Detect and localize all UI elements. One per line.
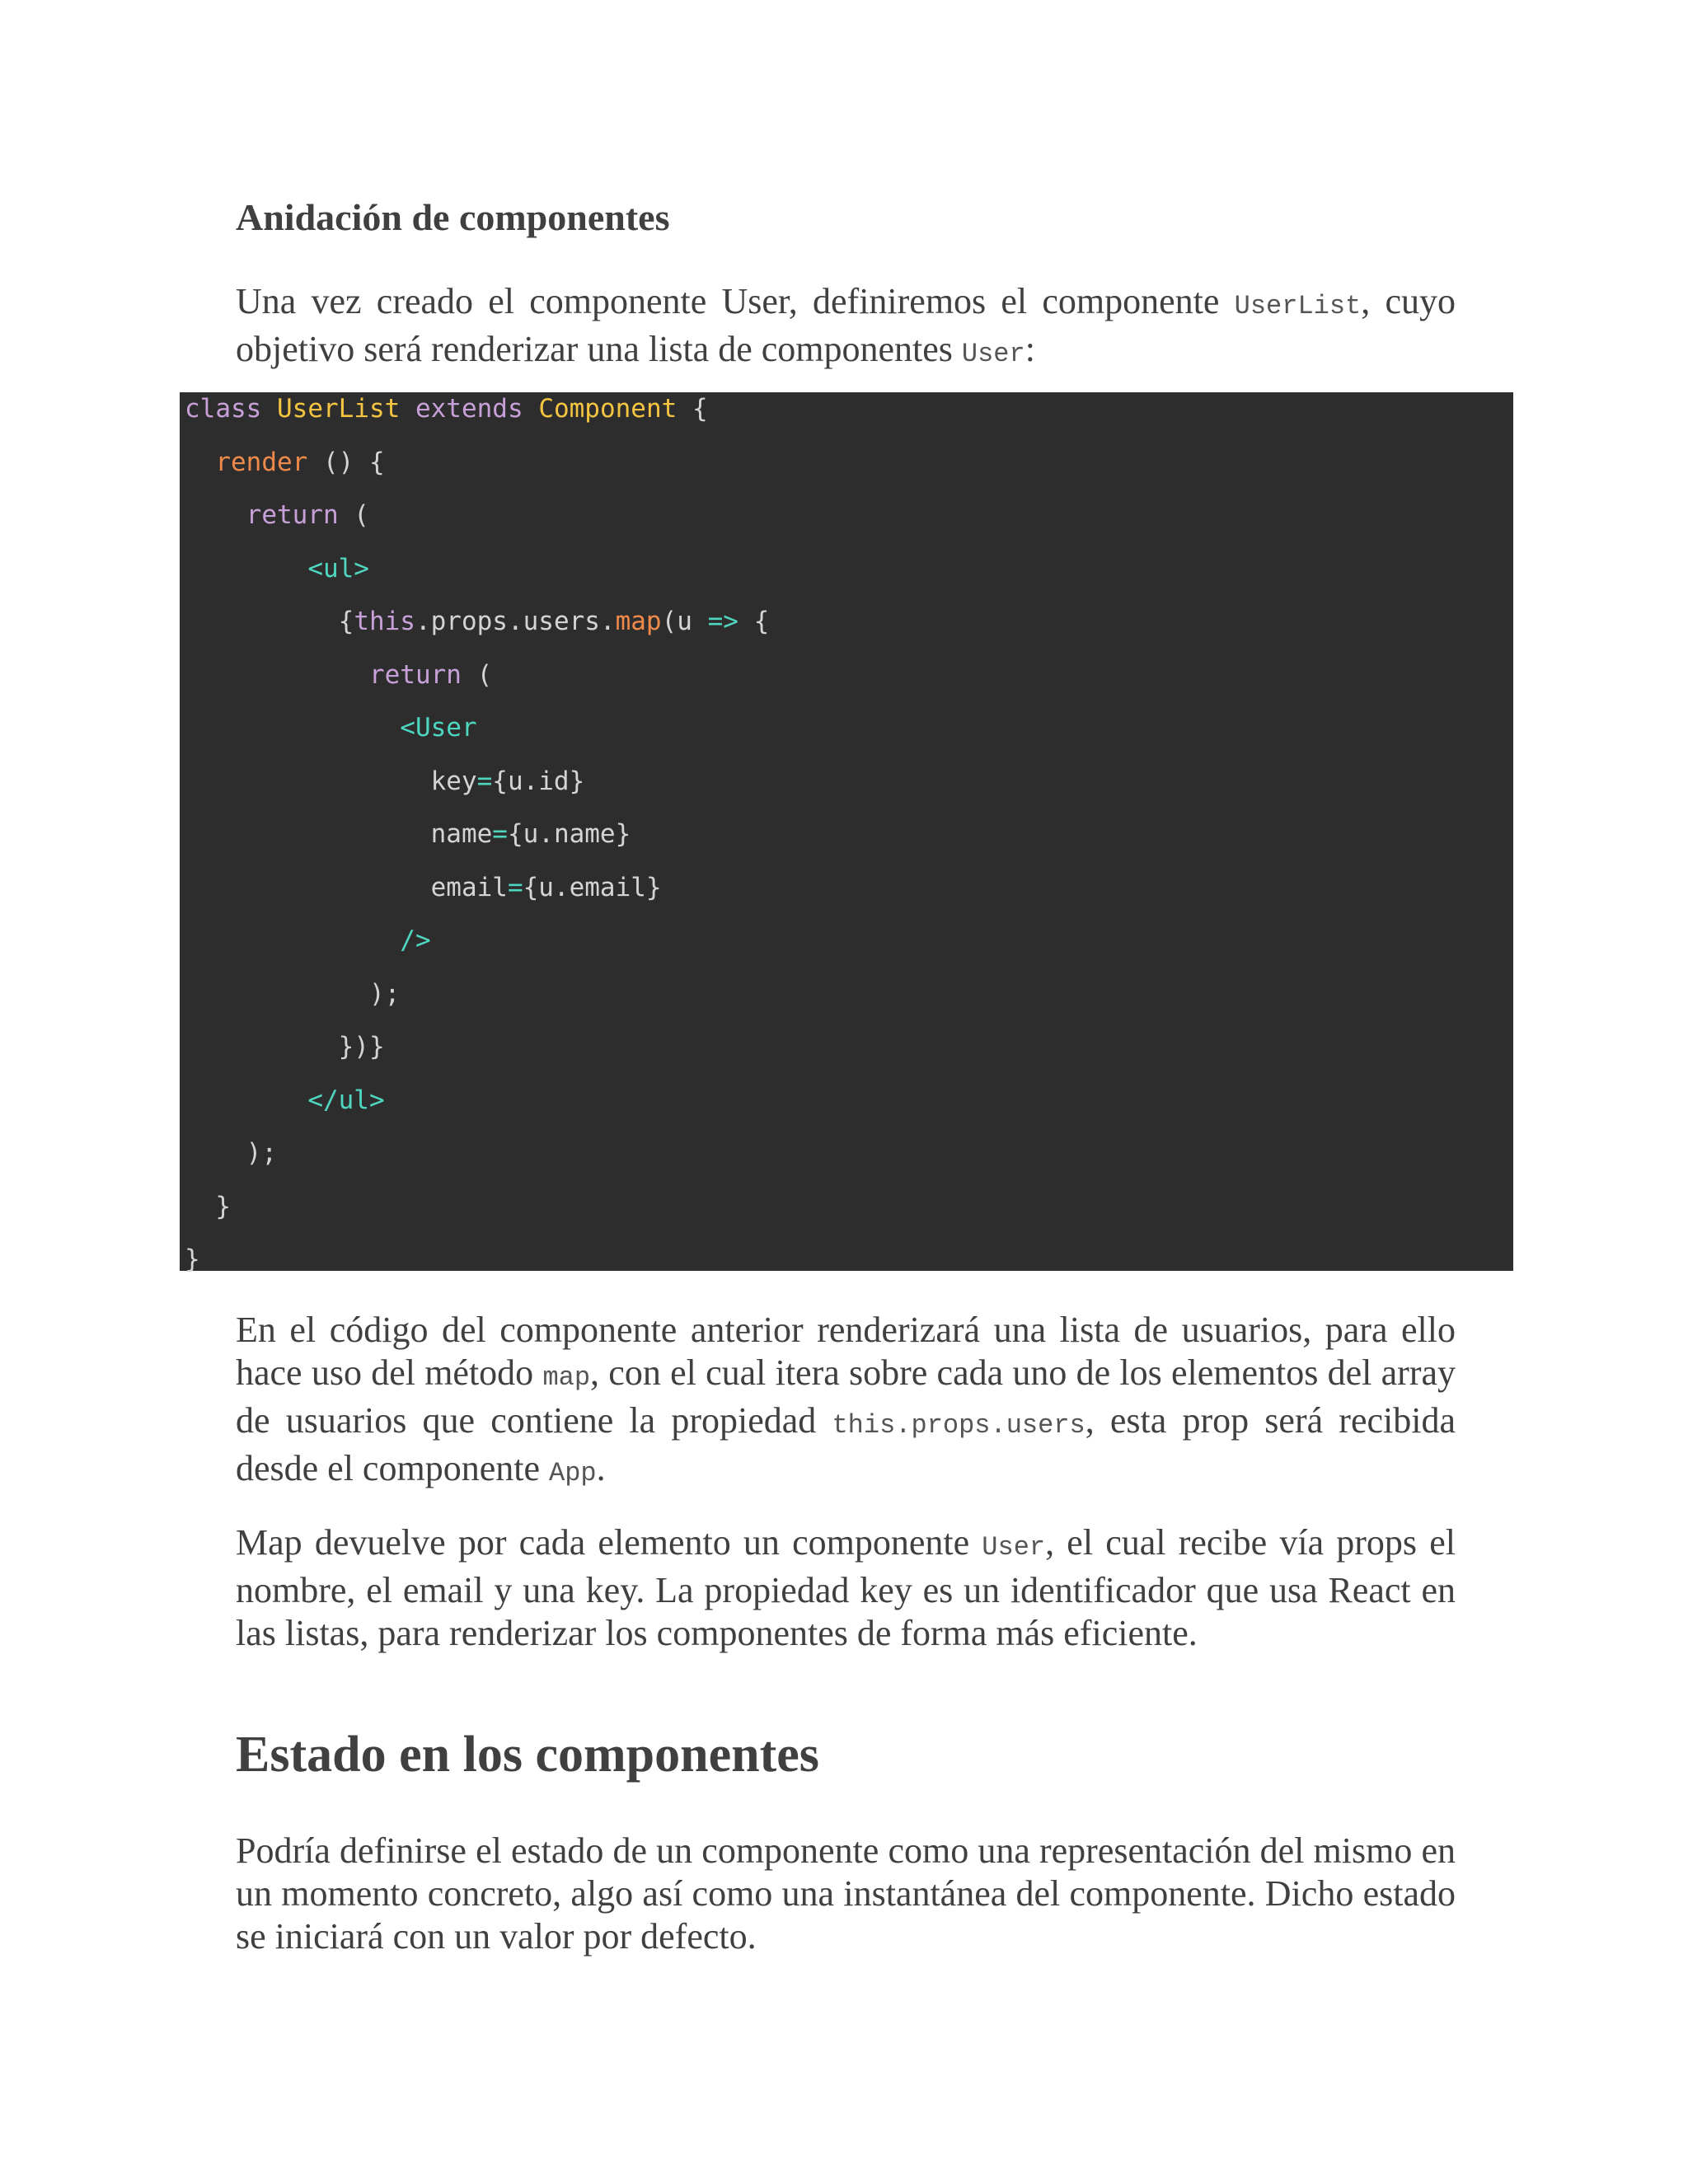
code-line: render () { (215, 447, 385, 477)
inline-code-map: map (542, 1362, 591, 1393)
explanation1-text-4: . (596, 1448, 606, 1488)
code-line: } (185, 1191, 231, 1221)
code-block (180, 392, 1513, 1274)
inline-code-this-props-users: this.props.users (832, 1410, 1085, 1441)
code-line: ); (185, 1138, 277, 1168)
intro-text-3: : (1025, 329, 1035, 369)
explanation2-text-2: , el cual recibe vía props el nombre, el email y una key. La propiedad key es un identificador que usa React en las listas, para renderizar los componentes de forma más eficiente. (236, 1522, 1456, 1653)
inline-code-user-2: User (982, 1532, 1046, 1563)
intro-text-1: Una vez creado el componente User, definiremos el componente (236, 281, 1235, 321)
intro-text-2: , cuyo objetivo será renderizar una lista de componentes (236, 281, 1456, 369)
code-line: name={u.name} (185, 819, 631, 849)
explanation1-text-3: , esta prop será recibida desde el componente (236, 1400, 1456, 1488)
inline-code-userlist: UserList (1234, 291, 1362, 321)
explanation1-text-1: En el código del componente anterior renderizará una lista de usuarios, para ello hace uso del método (236, 1310, 1456, 1393)
explanation2-text-1: Map devuelve por cada elemento un componente (236, 1522, 982, 1563)
code-line: return ( (246, 500, 369, 530)
explanation-paragraph-2 (236, 1521, 1456, 1655)
code-line: class UserList extends Component { (185, 394, 708, 424)
intro-paragraph (236, 280, 1456, 376)
code-line: /> (400, 926, 431, 955)
state-section-paragraph: Podría definirse el estado de un componente como una representación del mismo en un momento concreto, algo así como una instantánea del componente. Dicho estado se iniciará con un valor por defecto. (236, 1830, 1456, 1957)
code-line: })} (185, 1032, 385, 1062)
code-line: ); (185, 978, 401, 1009)
code-line: return ( (368, 659, 493, 690)
code-line: key={u.id} (185, 766, 585, 796)
code-line: {this.props.users.map(u => { (185, 607, 770, 636)
inline-code-user: User (961, 339, 1025, 369)
explanation1-text-2: , con el cual itera sobre cada uno de los elementos del array de usuarios que contiene la propiedad (236, 1352, 1456, 1441)
inline-code-app: App (548, 1458, 597, 1488)
state-section-heading: Estado en los componentes (236, 1727, 819, 1783)
code-line: } (185, 1244, 200, 1274)
code-line: email={u.email} (185, 872, 662, 902)
explanation-paragraph-1 (236, 1309, 1456, 1495)
code-line: <ul> (307, 553, 369, 583)
section-subheading: Anidación de componentes (236, 196, 670, 238)
code-line: <User (400, 713, 477, 743)
code-line: </ul> (307, 1085, 385, 1115)
